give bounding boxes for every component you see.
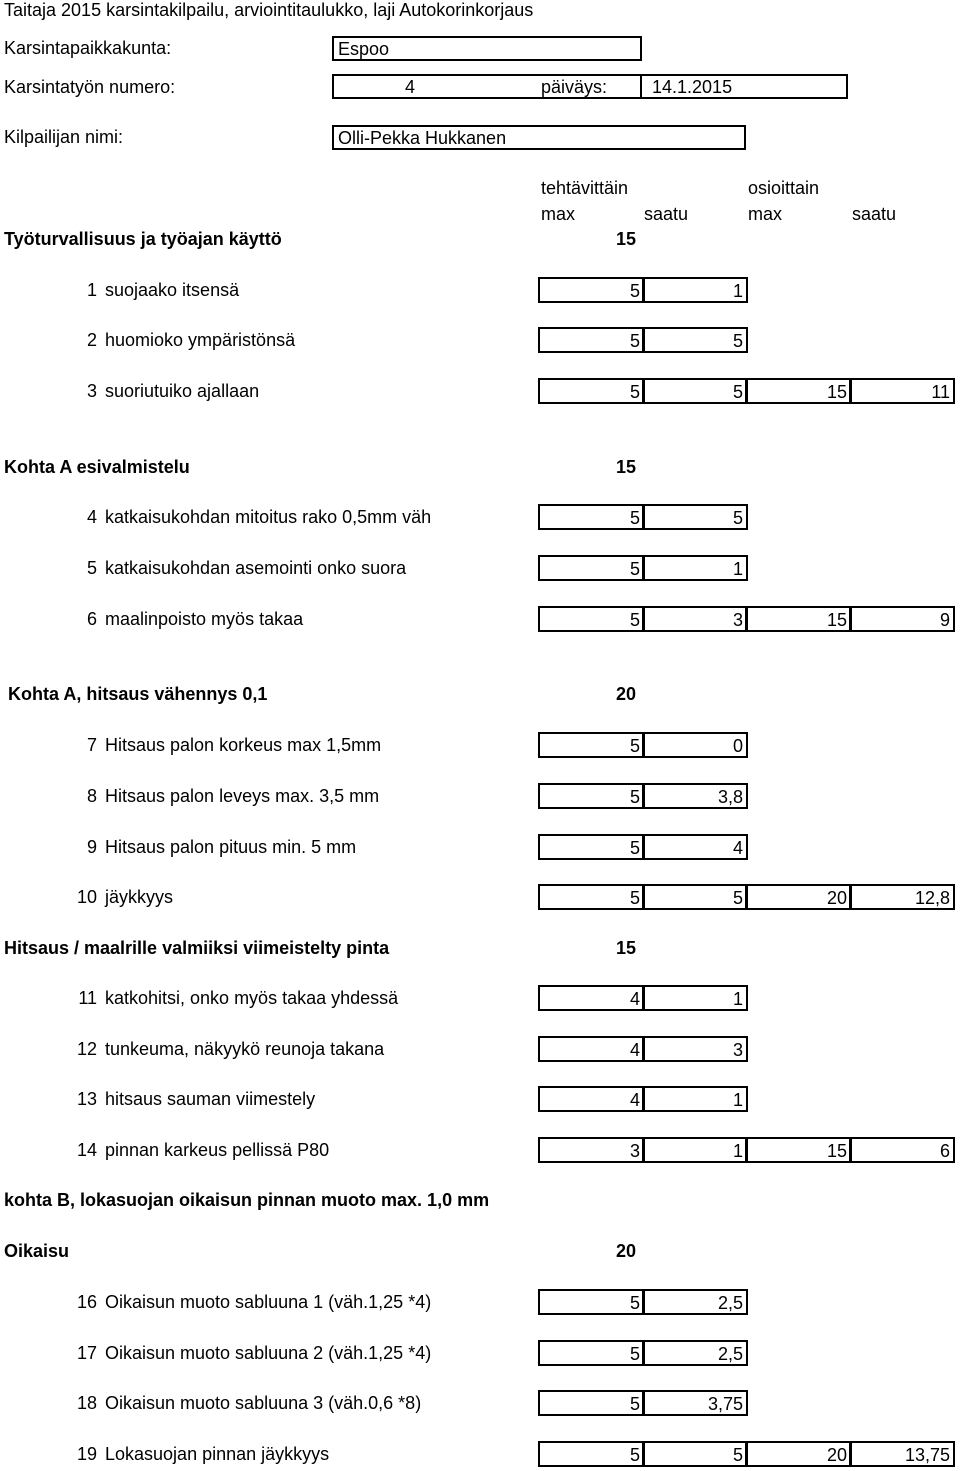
cell-value: 3 (629, 1141, 640, 1161)
item-description: suoriutuiko ajallaan (105, 381, 260, 401)
cell-value: 1 (732, 1090, 743, 1110)
cell-value: 5 (629, 559, 640, 579)
item-number: 12 (76, 1039, 97, 1059)
item-number: 4 (86, 507, 97, 527)
task-max-cell[interactable] (538, 1036, 645, 1062)
item-number: 19 (76, 1444, 97, 1464)
cell-value: 15 (826, 1141, 847, 1161)
task-received-cell[interactable] (642, 1441, 748, 1467)
cell-value: 5 (629, 1344, 640, 1364)
cell-value: 4 (732, 838, 743, 858)
item-number: 13 (76, 1089, 97, 1109)
item-description: katkaisukohdan asemointi onko suora (105, 558, 407, 578)
cell-value: 5 (629, 736, 640, 756)
item-number: 16 (76, 1292, 97, 1312)
cell-value: 1 (732, 989, 743, 1009)
cell-value: 5 (629, 331, 640, 351)
cell-value: 1 (732, 281, 743, 301)
task-received-cell[interactable] (642, 985, 748, 1011)
cell-value: 15 (826, 382, 847, 402)
work-number-label: Karsintatyön numero: (4, 77, 176, 97)
item-description: Hitsaus palon korkeus max 1,5mm (105, 735, 382, 755)
cell-value: 3 (732, 610, 743, 630)
section-max-cell[interactable] (745, 1441, 852, 1467)
item-description: pinnan karkeus pellissä P80 (105, 1140, 330, 1160)
item-description: jäykkyys (105, 887, 174, 907)
cell-value: 5 (629, 382, 640, 402)
cell-value: 5 (629, 838, 640, 858)
task-received-cell[interactable] (642, 1036, 748, 1062)
page-title: Taitaja 2015 karsintakilpailu, arviointitaulukko, laji Autokorinkorjaus (4, 0, 534, 20)
cell-value: 20 (826, 888, 847, 908)
task-received-cell[interactable] (642, 1137, 748, 1163)
item-description: suojaako itsensä (105, 280, 240, 300)
section-received-cell[interactable] (849, 606, 955, 632)
item-number: 18 (76, 1393, 97, 1413)
column-per-section-label: osioittain (748, 178, 820, 198)
cell-value: 5 (629, 787, 640, 807)
task-received-cell[interactable] (642, 732, 748, 758)
item-number: 3 (86, 381, 97, 401)
date-divider (640, 76, 642, 97)
date-label: päiväys: (541, 77, 608, 97)
cell-value: 5 (732, 508, 743, 528)
section-max-points: 20 (616, 684, 637, 704)
section-received-cell[interactable] (849, 1137, 955, 1163)
item-number: 14 (76, 1140, 97, 1160)
section-title: Kohta A esivalmistelu (4, 457, 190, 477)
cell-value: 1 (732, 1141, 743, 1161)
cell-value: 5 (629, 508, 640, 528)
cell-value: 4 (629, 1040, 640, 1060)
task-max-cell[interactable] (538, 834, 645, 860)
cell-value: 5 (629, 1445, 640, 1465)
task-max-cell[interactable] (538, 378, 645, 404)
item-description: katkaisukohdan mitoitus rako 0,5mm väh (105, 507, 432, 527)
task-max-cell[interactable] (538, 555, 645, 581)
item-number: 11 (78, 988, 97, 1008)
task-max-cell[interactable] (538, 1390, 645, 1416)
task-received-cell[interactable] (642, 1340, 748, 1366)
task-max-cell[interactable] (538, 1137, 645, 1163)
column-per-task-label: tehtävittäin (541, 178, 629, 198)
item-description: Oikaisun muoto sabluuna 3 (väh.0,6 *8) (105, 1393, 422, 1413)
item-number: 5 (86, 558, 97, 578)
cell-value: 2,5 (717, 1344, 743, 1364)
section-max-cell[interactable] (745, 606, 852, 632)
cell-value: 5 (629, 281, 640, 301)
work-number-value: 4 (405, 77, 416, 97)
task-received-cell[interactable] (642, 1086, 748, 1112)
section-max-points: 15 (616, 938, 637, 958)
task-received-cell[interactable] (642, 884, 748, 910)
task-received-cell[interactable] (642, 1289, 748, 1315)
name-field[interactable] (332, 125, 746, 150)
location-field[interactable] (332, 36, 642, 61)
section-max-cell[interactable] (745, 1137, 852, 1163)
column-task-received-label: saatu (644, 204, 689, 224)
cell-value: 5 (629, 888, 640, 908)
cell-value: 5 (732, 331, 743, 351)
name-value: Olli-Pekka Hukkanen (338, 128, 507, 148)
task-max-cell[interactable] (538, 1441, 645, 1467)
cell-value: 6 (939, 1141, 950, 1161)
cell-value: 2,5 (717, 1293, 743, 1313)
task-received-cell[interactable] (642, 555, 748, 581)
cell-value: 11 (931, 382, 950, 402)
task-received-cell[interactable] (642, 834, 748, 860)
section-title: Hitsaus / maalrille valmiiksi viimeistelty pinta (4, 938, 390, 958)
cell-value: 5 (732, 888, 743, 908)
cell-value: 5 (629, 1394, 640, 1414)
item-description: Hitsaus palon pituus min. 5 mm (105, 837, 357, 857)
column-section-received-label: saatu (852, 204, 897, 224)
task-max-cell[interactable] (538, 1340, 645, 1366)
item-description: tunkeuma, näkyykö reunoja takana (105, 1039, 385, 1059)
location-value: Espoo (338, 39, 390, 59)
task-max-cell[interactable] (538, 732, 645, 758)
item-number: 2 (86, 330, 97, 350)
cell-value: 0 (732, 736, 743, 756)
column-task-max-label: max (541, 204, 576, 224)
item-number: 17 (76, 1343, 97, 1363)
name-label: Kilpailijan nimi: (4, 127, 124, 147)
section-title: Työturvallisuus ja työajan käyttö (4, 229, 282, 249)
task-max-cell[interactable] (538, 277, 645, 303)
item-number: 9 (86, 837, 97, 857)
item-number: 10 (76, 887, 97, 907)
section-title: Oikaisu (4, 1241, 70, 1261)
item-number: 8 (86, 786, 97, 806)
task-max-cell[interactable] (538, 504, 645, 530)
section-max-points: 15 (616, 457, 637, 477)
item-description: Lokasuojan pinnan jäykkyys (105, 1444, 330, 1464)
cell-value: 1 (732, 559, 743, 579)
task-max-cell[interactable] (538, 606, 645, 632)
cell-value: 13,75 (904, 1445, 950, 1465)
task-received-cell[interactable] (642, 277, 748, 303)
task-max-cell[interactable] (538, 327, 645, 353)
location-label: Karsintapaikkakunta: (4, 38, 172, 58)
task-max-cell[interactable] (538, 783, 645, 809)
item-description: Oikaisun muoto sabluuna 2 (väh.1,25 *4) (105, 1343, 432, 1363)
section-max-points: 15 (616, 229, 637, 249)
cell-value: 5 (629, 1293, 640, 1313)
item-description: Oikaisun muoto sabluuna 1 (väh.1,25 *4) (105, 1292, 432, 1312)
cell-value: 12,8 (914, 888, 950, 908)
item-number: 7 (86, 735, 97, 755)
cell-value: 3 (732, 1040, 743, 1060)
cell-value: 4 (629, 989, 640, 1009)
column-section-max-label: max (748, 204, 783, 224)
cell-value: 15 (826, 610, 847, 630)
task-max-cell[interactable] (538, 884, 645, 910)
cell-value: 5 (732, 382, 743, 402)
task-max-cell[interactable] (538, 1289, 645, 1315)
cell-value: 3,8 (717, 787, 743, 807)
task-received-cell[interactable] (642, 1390, 748, 1416)
task-received-cell[interactable] (642, 327, 748, 353)
section-max-cell[interactable] (745, 378, 852, 404)
item-number: 6 (86, 609, 97, 629)
cell-value: 4 (629, 1090, 640, 1110)
cell-value: 3,75 (707, 1394, 743, 1414)
task-received-cell[interactable] (642, 504, 748, 530)
item-description: katkohitsi, onko myös takaa yhdessä (105, 988, 399, 1008)
cell-value: 5 (732, 1445, 743, 1465)
work-number-date-field[interactable] (332, 74, 848, 99)
task-received-cell[interactable] (642, 783, 748, 809)
item-description: maalinpoisto myös takaa (105, 609, 304, 629)
section-title: kohta B, lokasuojan oikaisun pinnan muoto max. 1,0 mm (4, 1190, 490, 1210)
section-received-cell[interactable] (849, 378, 955, 404)
cell-value: 5 (629, 610, 640, 630)
cell-value: 20 (826, 1445, 847, 1465)
task-max-cell[interactable] (538, 1086, 645, 1112)
task-received-cell[interactable] (642, 606, 748, 632)
task-received-cell[interactable] (642, 378, 748, 404)
section-received-cell[interactable] (849, 884, 955, 910)
item-description: hitsaus sauman viimestely (105, 1089, 316, 1109)
item-description: Hitsaus palon leveys max. 3,5 mm (105, 786, 380, 806)
section-max-cell[interactable] (745, 884, 852, 910)
item-description: huomioko ympäristönsä (105, 330, 296, 350)
section-received-cell[interactable] (849, 1441, 955, 1467)
cell-value: 9 (939, 610, 950, 630)
section-title: Kohta A, hitsaus vähennys 0,1 (8, 684, 268, 704)
date-value: 14.1.2015 (652, 77, 733, 97)
task-max-cell[interactable] (538, 985, 645, 1011)
item-number: 1 (86, 280, 97, 300)
section-max-points: 20 (616, 1241, 637, 1261)
